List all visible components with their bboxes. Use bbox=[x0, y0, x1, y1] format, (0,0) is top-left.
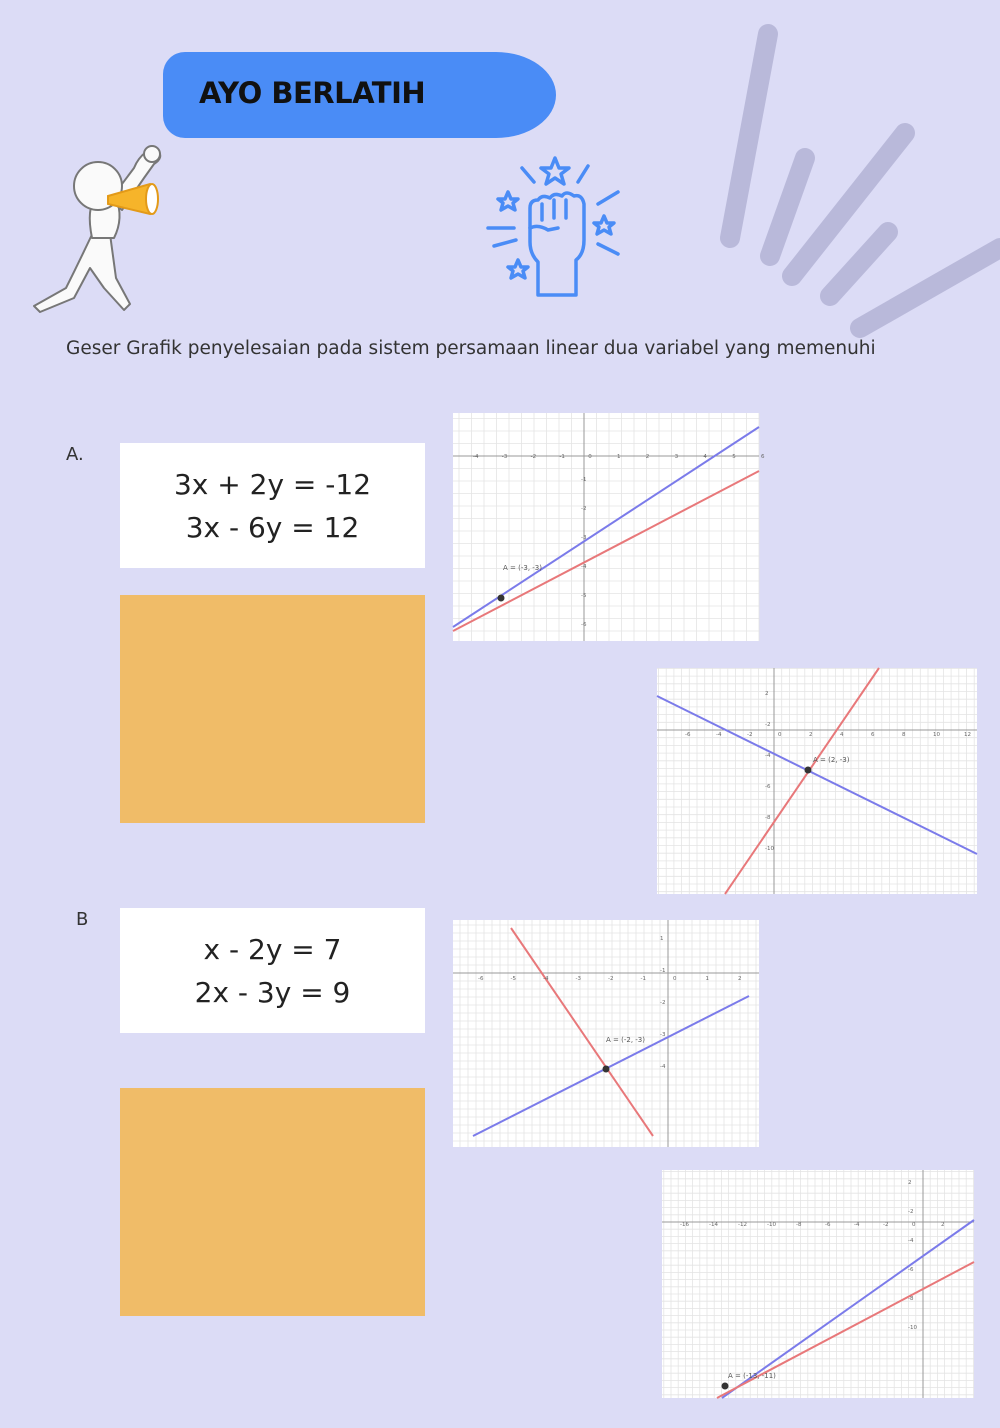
equation: 3x - 6y = 12 bbox=[185, 510, 360, 544]
x-tick-label: 4 bbox=[703, 454, 707, 460]
equation: 2x - 3y = 9 bbox=[194, 975, 351, 1009]
intersection-point bbox=[498, 595, 505, 602]
x-tick-label: 2 bbox=[941, 1222, 945, 1228]
x-tick-label: -16 bbox=[680, 1222, 689, 1228]
graph-line-blue bbox=[473, 996, 749, 1136]
answer-drop-zone-b[interactable] bbox=[120, 1088, 425, 1316]
x-tick-label: -2 bbox=[530, 454, 537, 460]
instruction-text: Geser Grafik penyelesaian pada sistem persamaan linear dua variabel yang memenuhi bbox=[66, 338, 876, 359]
x-tick-label: 0 bbox=[778, 732, 782, 738]
y-tick-label: -6 bbox=[581, 622, 587, 628]
x-tick-label: 6 bbox=[761, 454, 765, 460]
equation: x - 2y = 7 bbox=[203, 932, 342, 966]
x-tick-label: -12 bbox=[738, 1222, 747, 1228]
point-label: A = (-13, -11) bbox=[728, 1372, 776, 1380]
x-tick-label: 12 bbox=[964, 732, 971, 738]
x-tick-label: -4 bbox=[473, 454, 479, 460]
y-tick-label: 2 bbox=[908, 1180, 912, 1186]
x-tick-label: -4 bbox=[716, 732, 722, 738]
x-tick-label: 1 bbox=[705, 976, 709, 982]
y-tick-label: -2 bbox=[660, 1000, 666, 1006]
x-tick-label: -10 bbox=[767, 1222, 776, 1228]
x-tick-label: -8 bbox=[796, 1222, 802, 1228]
x-tick-label: 4 bbox=[840, 732, 844, 738]
graph-line-red bbox=[453, 471, 759, 631]
x-tick-label: -14 bbox=[709, 1222, 718, 1228]
x-tick-label: -4 bbox=[543, 976, 549, 982]
y-tick-label: -6 bbox=[765, 784, 771, 790]
x-tick-label: 2 bbox=[645, 454, 650, 460]
x-tick-labels bbox=[680, 1222, 945, 1228]
y-tick-label: -1 bbox=[660, 968, 666, 974]
intersection-point bbox=[722, 1383, 729, 1390]
x-tick-label: -6 bbox=[478, 976, 484, 982]
point-label: A = (-3, -3) bbox=[503, 564, 542, 572]
x-tick-label: -2 bbox=[747, 732, 753, 738]
x-tick-label: -2 bbox=[608, 976, 614, 982]
x-tick-label: -2 bbox=[883, 1222, 889, 1228]
x-tick-label: 8 bbox=[902, 732, 906, 738]
y-tick-label: -2 bbox=[765, 722, 771, 728]
x-tick-label: 10 bbox=[933, 732, 940, 738]
y-tick-label: -10 bbox=[765, 846, 774, 852]
x-tick-label: 1 bbox=[617, 454, 621, 460]
y-tick-label: -3 bbox=[660, 1032, 666, 1038]
problem-b-equations bbox=[120, 908, 425, 1033]
x-tick-label: -3 bbox=[575, 976, 581, 982]
y-tick-labels bbox=[660, 936, 666, 1070]
decorative-strokes bbox=[700, 0, 1000, 340]
y-tick-label: 2 bbox=[765, 691, 769, 697]
graph-line-red bbox=[725, 668, 879, 894]
x-tick-label: 0 bbox=[673, 976, 677, 982]
graph-2 bbox=[657, 668, 977, 894]
graph-card-2[interactable] bbox=[657, 668, 977, 894]
y-tick-label: -5 bbox=[581, 593, 587, 599]
y-tick-label: -4 bbox=[908, 1238, 914, 1244]
graph-4 bbox=[662, 1170, 974, 1398]
x-tick-label: 0 bbox=[588, 454, 592, 460]
y-tick-label: -4 bbox=[581, 564, 587, 570]
header-banner bbox=[163, 52, 556, 138]
equation: 3x + 2y = -12 bbox=[173, 467, 372, 501]
graph-card-3[interactable] bbox=[453, 920, 759, 1147]
x-tick-label: 5 bbox=[732, 454, 736, 460]
megaphone-person-icon bbox=[26, 138, 166, 316]
point-label: A = (2, -3) bbox=[813, 756, 850, 764]
y-tick-label: -4 bbox=[660, 1064, 666, 1070]
y-tick-label: -2 bbox=[908, 1209, 914, 1215]
y-tick-label: 1 bbox=[660, 936, 664, 942]
problem-b-label: B bbox=[76, 909, 89, 930]
point-label: A = (-2, -3) bbox=[606, 1036, 645, 1044]
page-title: AYO BERLATIH bbox=[199, 76, 426, 110]
x-tick-label: 6 bbox=[871, 732, 875, 738]
raised-fist-icon bbox=[480, 150, 630, 300]
graph-3 bbox=[453, 920, 759, 1147]
intersection-point bbox=[805, 767, 812, 774]
y-tick-label: -8 bbox=[765, 815, 771, 821]
x-tick-label: 3 bbox=[674, 454, 679, 460]
x-tick-label: -6 bbox=[825, 1222, 831, 1228]
x-tick-label: -3 bbox=[501, 454, 508, 460]
graph-card-1[interactable] bbox=[453, 413, 765, 641]
x-tick-label: -1 bbox=[640, 976, 646, 982]
x-tick-label: -6 bbox=[685, 732, 691, 738]
problem-a-label: A. bbox=[66, 444, 84, 465]
y-tick-label: -6 bbox=[908, 1267, 914, 1273]
y-tick-label: -1 bbox=[581, 477, 587, 483]
problem-a-equations bbox=[120, 443, 425, 568]
x-tick-label: 2 bbox=[738, 976, 742, 982]
x-tick-label: 0 bbox=[912, 1222, 916, 1228]
graph-card-4[interactable] bbox=[662, 1170, 974, 1398]
x-tick-label: -1 bbox=[559, 454, 565, 460]
y-tick-label: -3 bbox=[581, 535, 587, 541]
graph-1 bbox=[453, 413, 765, 641]
x-tick-label: -4 bbox=[854, 1222, 860, 1228]
y-tick-label: -10 bbox=[908, 1325, 917, 1331]
x-tick-label: 2 bbox=[809, 732, 813, 738]
y-tick-label: -2 bbox=[581, 506, 587, 512]
x-tick-label: -5 bbox=[510, 976, 516, 982]
y-tick-label: -4 bbox=[765, 753, 771, 759]
y-tick-label: -8 bbox=[908, 1296, 914, 1302]
intersection-point bbox=[603, 1066, 610, 1073]
answer-drop-zone-a[interactable] bbox=[120, 595, 425, 823]
